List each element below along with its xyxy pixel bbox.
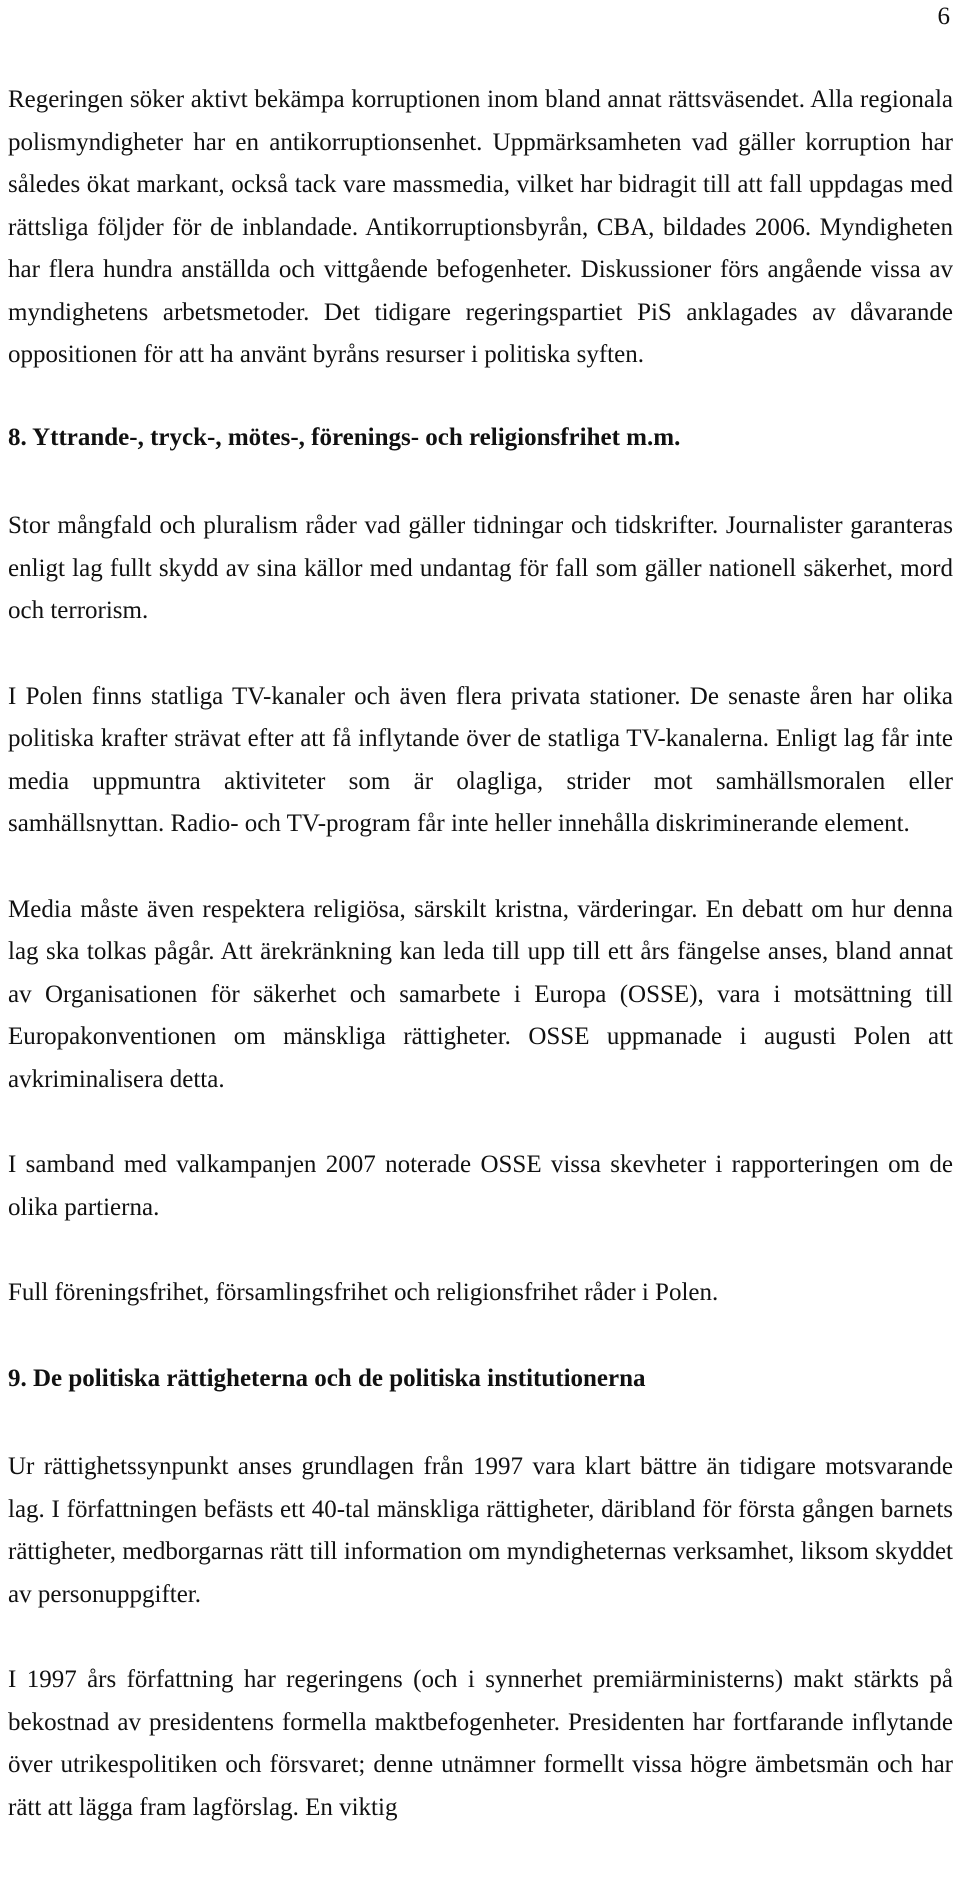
page-number: 6	[937, 3, 950, 30]
paragraph-media-pluralism: Stor mångfald och pluralism råder vad gäller tidningar och tidskrifter. Journalister garanteras enligt lag fullt skydd av sina källor med undantag för fall som gäller nationell säkerhet, mord och terrorism.	[8, 512, 953, 624]
paragraph-tv-channels: I Polen finns statliga TV-kanaler och även flera privata stationer. De senaste åren har olika politiska krafter strävat efter att få inflytande över de statliga TV-kanalerna. Enligt lag får inte media uppmuntra aktiviteter som är olagliga, strider mot samhällsmoralen eller samhällsnyttan. Radio- och TV-program får inte heller innehålla diskriminerande element.	[8, 682, 953, 837]
paragraph-freedoms: Full föreningsfrihet, församlingsfrihet och religionsfrihet råder i Polen.	[8, 1279, 719, 1306]
document-body	[8, 79, 953, 1872]
paragraph-election-campaign: I samband med valkampanjen 2007 noterade OSSE vissa skevheter i rapporteringen om de olika partierna.	[8, 1151, 953, 1221]
paragraph-corruption: Regeringen söker aktivt bekämpa korruptionen inom bland annat rättsväsendet. Alla regionala polismyndigheter har en antikorruptionsenhet. Uppmärksamheten vad gäller korruption har således ökat markant, också tack vare massmedia, vilket har bidragit till att fall uppdagas med rättsliga följder för de inblandade. Antikorruptionsbyrån, CBA, bildades 2006. Myndigheten har flera hundra anställda och vittgående befogenheter. Diskussioner förs angående vissa av myndighetens arbetsmetoder. Det tidigare regeringspartiet PiS anklagades av dåvarande oppositionen för att ha använt byråns resurser i politiska syften.	[8, 86, 953, 368]
paragraph-constitution: Ur rättighetssynpunkt anses grundlagen från 1997 vara klart bättre än tidigare motsvarande lag. I författningen befästs ett 40-tal mänskliga rättigheter, däribland för första gången barnets rättigheter, medborgarnas rätt till information om myndigheternas verksamhet, liksom skyddet av personuppgifter.	[8, 1453, 953, 1608]
paragraph-religious-values: Media måste även respektera religiösa, särskilt kristna, värderingar. En debatt om hur denna lag ska tolkas pågår. Att ärekränkning kan leda till upp till ett års fängelse anses, bland annat av Organisationen för säkerhet och samarbete i Europa (OSSE), vara i motsättning till Europakonventionen om mänskliga rättigheter. OSSE uppmanade i augusti Polen att avkriminalisera detta.	[8, 895, 953, 1093]
section-heading-8: 8. Yttrande-, tryck-, mötes-, förenings- och religionsfrihet m.m.	[8, 423, 681, 451]
paragraph-government-power: I 1997 års författning har regeringens (och i synnerhet premiärministerns) makt stärkts på bekostnad av presidentens formella maktbefogenheter. Presidenten har fortfarande inflytande över utrikespolitiken och försvaret; denne utnämner formellt vissa högre ämbetsmän och har rätt att lägga fram lagförslag. En viktig	[8, 1666, 953, 1821]
section-heading-9: 9. De politiska rättigheterna och de politiska institutionerna	[8, 1364, 646, 1392]
